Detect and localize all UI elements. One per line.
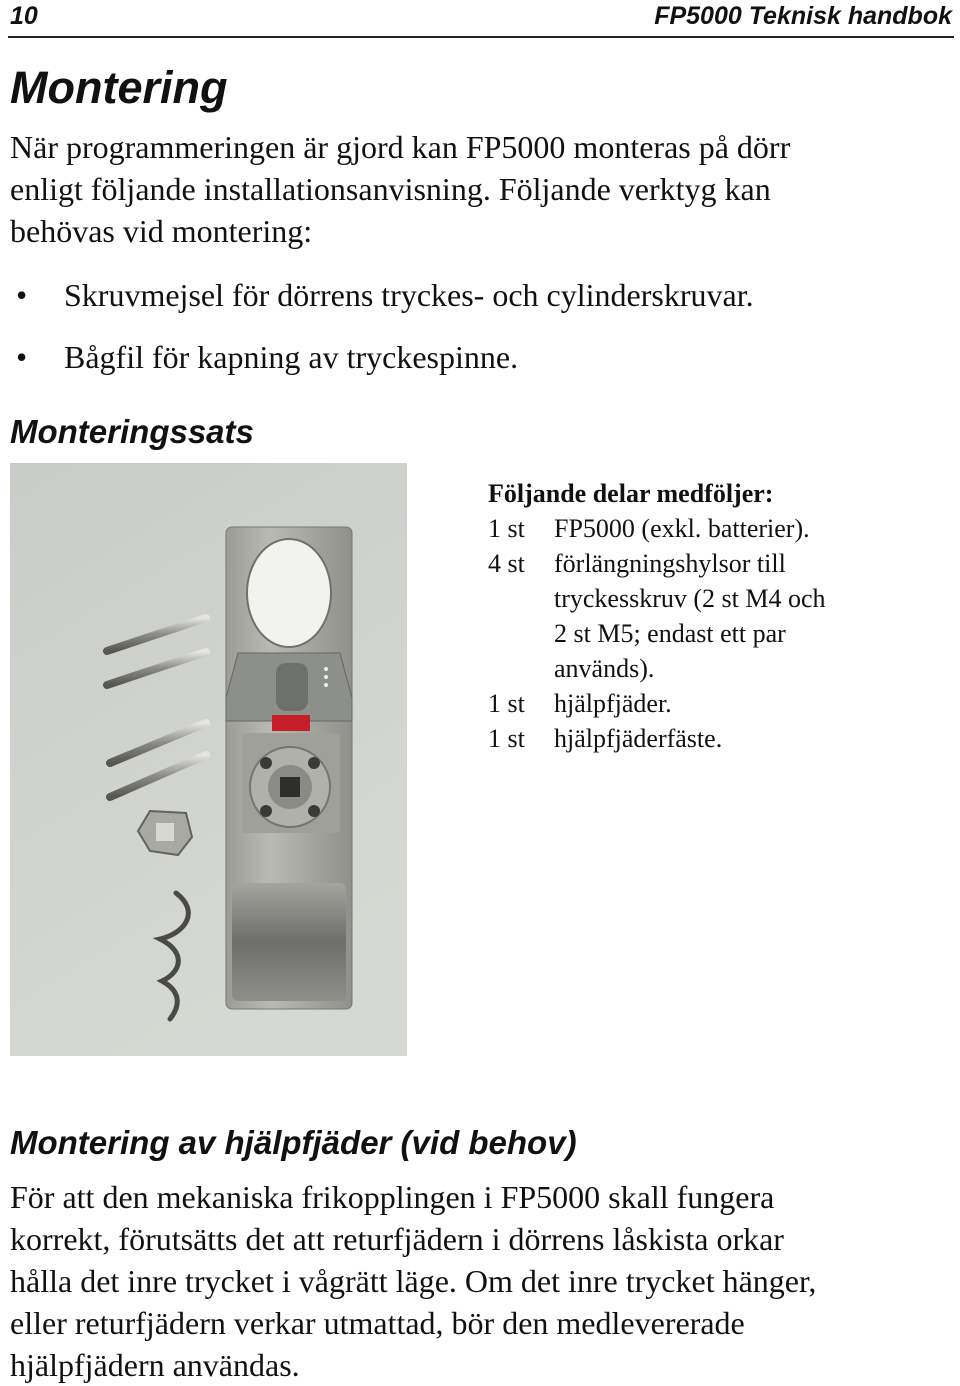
bullet-icon: •	[16, 277, 28, 313]
part-desc: hjälpfjäderfäste.	[554, 724, 723, 753]
body-line: hålla det inre trycket i vågrätt läge. Om det inre trycket hänger,	[10, 1263, 817, 1299]
part-desc: FP5000 (exkl. batterier).	[554, 514, 810, 543]
intro-paragraph	[10, 126, 790, 252]
part-desc: hjälpfjäder.	[554, 689, 672, 718]
tool-text: Skruvmejsel för dörrens tryckes- och cylinderskruvar.	[64, 277, 754, 313]
intro-line: enligt följande installationsanvisning. Följande verktyg kan	[10, 171, 771, 207]
tool-text: Bågfil för kapning av tryckespinne.	[64, 339, 519, 375]
part-qty: 1 st	[488, 689, 525, 718]
book-title: FP5000 Teknisk handbok	[654, 2, 952, 30]
body-line: För att den mekaniska frikopplingen i FP5000 skall fungera	[10, 1179, 775, 1215]
page-header	[8, 0, 954, 38]
part-qty: 4 st	[488, 549, 525, 578]
kit-title: Monteringssats	[10, 413, 254, 450]
spring-paragraph	[10, 1176, 816, 1386]
parts-list	[488, 476, 884, 756]
page-number: 10	[10, 2, 38, 30]
list-item	[488, 686, 884, 721]
body-line: eller returfjädern verkar utmattad, bör den medlevererade	[10, 1305, 745, 1341]
intro-line: När programmeringen är gjord kan FP5000 monteras på dörr	[10, 129, 791, 165]
intro-line: behövas vid montering:	[10, 213, 313, 249]
part-qty: 1 st	[488, 724, 525, 753]
section-title: Montering	[10, 62, 228, 113]
body-line: korrekt, förutsätts det att returfjädern i dörrens låskista orkar	[10, 1221, 784, 1257]
tool-list	[10, 274, 754, 398]
kit-photo	[10, 463, 407, 1056]
part-desc: tryckesskruv (2 st M4 och	[554, 584, 826, 613]
part-desc: används).	[554, 654, 655, 683]
list-item	[488, 546, 884, 686]
spring-section-title: Montering av hjälpfjäder (vid behov)	[10, 1124, 577, 1161]
bullet-icon: •	[16, 339, 28, 375]
list-item	[10, 274, 754, 336]
part-desc: 2 st M5; endast ett par	[554, 619, 786, 648]
body-line: hjälpfjädern användas.	[10, 1347, 300, 1383]
part-desc: förlängningshylsor till	[554, 549, 786, 578]
list-item	[488, 511, 884, 546]
parts-heading: Följande delar medföljer:	[488, 479, 774, 508]
list-item	[10, 336, 754, 398]
part-qty: 1 st	[488, 514, 525, 543]
list-item	[488, 721, 884, 756]
